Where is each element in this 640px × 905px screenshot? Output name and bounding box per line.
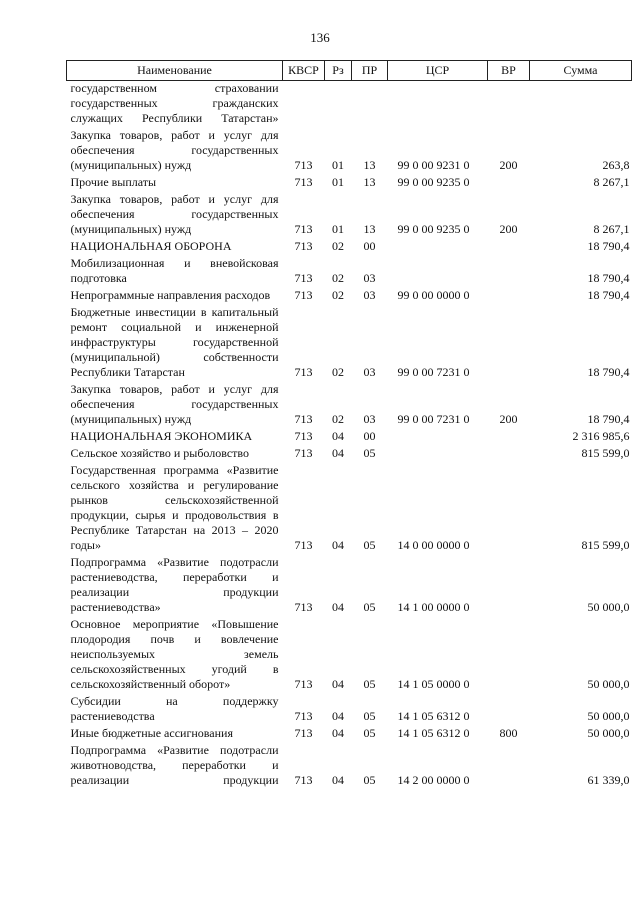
row-kvsr: 713 <box>294 222 313 236</box>
row-name: Мобилизационная и вневойсковая подготовка <box>70 256 279 285</box>
row-sum: 50 000,0 <box>587 726 630 740</box>
row-csr <box>388 256 488 288</box>
row-name: государственном страховании государственных гражданских служащих Республики Татарстан» <box>70 81 279 125</box>
row-sum: 8 267,1 <box>593 222 630 236</box>
row-kvsr: 713 <box>294 538 313 552</box>
row-kvsr: 713 <box>294 365 313 379</box>
row-vr: 200 <box>499 412 518 426</box>
row-kvsr <box>283 81 325 129</box>
row-rz: 02 <box>332 365 344 379</box>
row-sum: 815 599,0 <box>581 538 630 552</box>
table-row <box>67 446 632 463</box>
row-name: Иные бюджетные ассигнования <box>70 726 233 740</box>
row-kvsr: 713 <box>294 446 313 460</box>
header-vr: ВР <box>488 61 530 81</box>
row-vr <box>488 175 530 192</box>
row-sum: 18 790,4 <box>587 412 630 426</box>
row-csr <box>388 239 488 256</box>
row-vr <box>488 617 530 694</box>
row-vr <box>488 81 530 129</box>
table-row <box>67 256 632 288</box>
row-pr: 05 <box>363 538 376 552</box>
row-vr <box>488 555 530 617</box>
table-row <box>67 128 632 175</box>
row-csr: 14 2 00 0000 0 <box>397 773 470 787</box>
row-rz: 01 <box>332 222 344 236</box>
row-kvsr: 713 <box>294 412 313 426</box>
row-vr: 800 <box>499 726 518 740</box>
table-row <box>67 555 632 617</box>
row-sum: 50 000,0 <box>587 600 630 614</box>
row-vr <box>488 429 530 446</box>
row-sum <box>530 81 632 129</box>
row-pr: 05 <box>363 600 376 614</box>
row-csr: 99 0 00 0000 0 <box>397 288 470 302</box>
table-header-row <box>67 61 632 81</box>
row-sum: 2 316 985,6 <box>572 429 630 443</box>
row-rz: 02 <box>332 288 344 302</box>
row-name: Основное мероприятие «Повышение плодородия почв и вовлечение неиспользуемых земель сельскохозяйственных угодий в сельскохозяйственный оборот» <box>70 617 279 691</box>
row-pr: 03 <box>363 271 376 285</box>
row-pr: 13 <box>363 222 376 236</box>
row-pr: 00 <box>363 429 376 443</box>
table-row <box>67 382 632 429</box>
budget-table <box>66 60 632 790</box>
row-csr: 99 0 00 9235 0 <box>397 175 470 189</box>
row-rz: 04 <box>332 600 344 614</box>
row-sum: 18 790,4 <box>587 288 630 302</box>
row-rz: 04 <box>332 446 344 460</box>
header-kvsr: КВСР <box>283 61 325 81</box>
row-sum: 18 790,4 <box>587 365 630 379</box>
row-vr <box>488 446 530 463</box>
row-rz: 04 <box>332 538 344 552</box>
table-row <box>67 81 632 129</box>
row-rz: 04 <box>332 429 344 443</box>
row-csr <box>388 81 488 129</box>
row-name: Закупка товаров, работ и услуг для обеспечения государственных (муниципальных) нужд <box>70 192 279 236</box>
row-rz: 01 <box>332 175 344 189</box>
row-kvsr: 713 <box>294 429 313 443</box>
row-name: Подпрограмма «Развитие подотрасли животноводства, переработки и реализации продукции <box>70 743 279 787</box>
header-pr: ПР <box>352 61 388 81</box>
row-pr <box>352 81 388 129</box>
row-csr: 14 1 05 6312 0 <box>397 709 470 723</box>
row-vr: 200 <box>499 158 518 172</box>
row-csr: 99 0 00 9231 0 <box>397 158 470 172</box>
row-vr <box>488 694 530 726</box>
row-pr: 03 <box>363 365 376 379</box>
row-kvsr: 713 <box>294 677 313 691</box>
row-csr: 99 0 00 7231 0 <box>397 365 470 379</box>
row-pr: 03 <box>363 412 376 426</box>
table-row <box>67 288 632 305</box>
table-row <box>67 726 632 743</box>
row-sum: 815 599,0 <box>581 446 630 460</box>
row-csr: 14 1 05 0000 0 <box>397 677 470 691</box>
row-sum: 263,8 <box>602 158 630 172</box>
row-kvsr: 713 <box>294 158 313 172</box>
row-sum: 8 267,1 <box>593 175 630 189</box>
table-row <box>67 192 632 239</box>
header-name: Наименование <box>67 61 283 81</box>
row-kvsr: 713 <box>294 726 313 740</box>
row-csr: 14 1 05 6312 0 <box>397 726 470 740</box>
row-vr <box>488 239 530 256</box>
row-sum: 18 790,4 <box>587 271 630 285</box>
row-rz: 01 <box>332 158 344 172</box>
row-pr: 05 <box>363 677 376 691</box>
row-rz: 04 <box>332 677 344 691</box>
row-name: НАЦИОНАЛЬНАЯ ЭКОНОМИКА <box>70 429 253 443</box>
row-rz: 02 <box>332 271 344 285</box>
row-kvsr: 713 <box>294 773 313 787</box>
header-csr: ЦСР <box>388 61 488 81</box>
row-kvsr: 713 <box>294 175 313 189</box>
header-sum: Сумма <box>530 61 632 81</box>
row-pr: 00 <box>363 239 376 253</box>
row-sum: 50 000,0 <box>587 709 630 723</box>
row-sum: 50 000,0 <box>587 677 630 691</box>
row-name: Непрограммные направления расходов <box>70 288 271 302</box>
row-name: НАЦИОНАЛЬНАЯ ОБОРОНА <box>70 239 232 253</box>
row-csr: 99 0 00 7231 0 <box>397 412 470 426</box>
row-rz: 02 <box>332 412 344 426</box>
row-kvsr: 713 <box>294 271 313 285</box>
row-sum: 61 339,0 <box>587 773 630 787</box>
row-rz: 04 <box>332 709 344 723</box>
row-rz <box>325 81 352 129</box>
row-csr <box>388 446 488 463</box>
row-csr: 14 1 00 0000 0 <box>397 600 470 614</box>
row-rz: 02 <box>332 239 344 253</box>
table-row <box>67 175 632 192</box>
row-rz: 04 <box>332 726 344 740</box>
table-row <box>67 429 632 446</box>
row-kvsr: 713 <box>294 239 313 253</box>
row-kvsr: 713 <box>294 288 313 302</box>
row-pr: 13 <box>363 175 376 189</box>
row-name: Закупка товаров, работ и услуг для обеспечения государственных (муниципальных) нужд <box>70 382 279 426</box>
row-csr <box>388 429 488 446</box>
row-pr: 05 <box>363 709 376 723</box>
row-name: Закупка товаров, работ и услуг для обеспечения государственных (муниципальных) нужд <box>70 128 279 172</box>
row-pr: 05 <box>363 446 376 460</box>
row-rz: 04 <box>332 773 344 787</box>
row-name: Бюджетные инвестиции в капитальный ремонт социальной и инженерной инфраструктуры государственной (муниципальной) собственности Республики Татарстан <box>70 305 279 379</box>
table-row <box>67 305 632 382</box>
row-name: Подпрограмма «Развитие подотрасли растениеводства, переработки и реализации продукции растениеводства» <box>70 555 279 614</box>
header-rz: Рз <box>325 61 352 81</box>
row-csr: 14 0 00 0000 0 <box>397 538 470 552</box>
page-number: 136 <box>310 30 330 45</box>
row-pr: 03 <box>363 288 376 302</box>
row-kvsr: 713 <box>294 709 313 723</box>
row-vr: 200 <box>499 222 518 236</box>
row-name: Прочие выплаты <box>70 175 157 189</box>
row-vr <box>488 256 530 288</box>
table-row <box>67 617 632 694</box>
row-csr: 99 0 00 9235 0 <box>397 222 470 236</box>
row-name: Субсидии на поддержку растениеводства <box>70 694 279 723</box>
table-row <box>67 463 632 555</box>
row-name: Сельское хозяйство и рыболовство <box>70 446 250 460</box>
table-row <box>67 239 632 256</box>
row-vr <box>488 743 530 790</box>
row-pr: 13 <box>363 158 376 172</box>
row-pr: 05 <box>363 773 376 787</box>
row-kvsr: 713 <box>294 600 313 614</box>
row-name: Государственная программа «Развитие сельского хозяйства и регулирование рынков сельскохозяйственной продукции, сырья и продовольствия в Республике Татарстан на 2013 – 2020 годы» <box>70 463 279 552</box>
table-row <box>67 694 632 726</box>
row-vr <box>488 288 530 305</box>
table-row <box>67 743 632 790</box>
row-sum: 18 790,4 <box>587 239 630 253</box>
row-vr <box>488 463 530 555</box>
row-pr: 05 <box>363 726 376 740</box>
row-vr <box>488 305 530 382</box>
